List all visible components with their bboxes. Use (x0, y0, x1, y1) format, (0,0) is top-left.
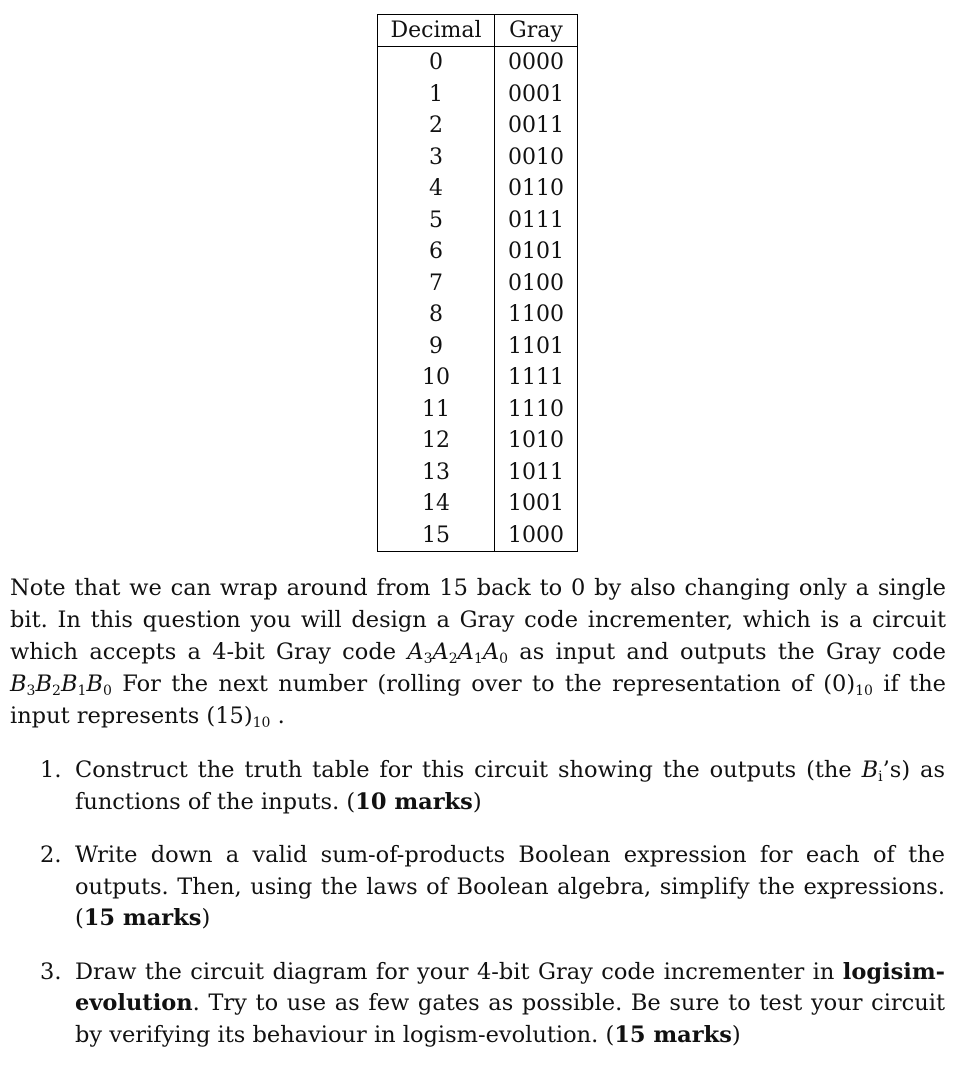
decimal-cell: 9 (378, 331, 495, 363)
intro-text-3: For the next number (rolling over to the representation of (0) (111, 671, 856, 697)
decimal-cell: 0 (378, 47, 495, 79)
gray-cell: 0100 (508, 270, 564, 296)
decimal-cell: 5 (378, 205, 495, 237)
gray-cell: 0001 (508, 81, 564, 107)
decimal-cell: 1 (378, 79, 495, 111)
decimal-cell: 10 (378, 362, 495, 394)
table-row (378, 425, 578, 457)
decimal-header: Decimal (378, 15, 495, 47)
decimal-cell: 7 (378, 268, 495, 300)
table-row (378, 394, 578, 426)
gray-cell: 0011 (508, 113, 564, 138)
question-3-number: 3. (40, 958, 62, 985)
decimal-cell: 6 (378, 236, 495, 268)
zero-subscript: 10 (855, 683, 873, 699)
gray-cell: 1000 (508, 522, 564, 548)
decimal-cell: 2 (378, 110, 495, 142)
decimal-cell: 14 (378, 488, 495, 520)
table-row (378, 236, 578, 268)
decimal-cell: 11 (378, 394, 495, 426)
gray-cell: 1111 (508, 365, 564, 390)
decimal-cell: 3 (378, 142, 495, 174)
table-row (378, 520, 578, 552)
table-row (378, 79, 578, 111)
gray-cell: 0010 (508, 144, 564, 170)
output-variable: $B_3B_2B_1B_0$ (10, 671, 112, 699)
question-1-marks: 10 marks (355, 788, 473, 815)
question-3-marks: 15 marks (614, 1021, 732, 1048)
table-row (378, 47, 578, 79)
table-header-row (378, 15, 578, 47)
decimal-cell: 4 (378, 173, 495, 205)
table-row (378, 488, 578, 520)
gray-cell: 1010 (508, 428, 564, 453)
gray-cell: 1100 (508, 302, 564, 327)
gray-cell: 1011 (508, 459, 564, 485)
gray-cell: 1101 (508, 333, 564, 359)
table-body (378, 47, 578, 552)
gray-header: Gray (495, 15, 578, 47)
gray-cell: 0111 (508, 207, 564, 233)
question-2-number: 2. (40, 842, 62, 868)
table-row (378, 299, 578, 331)
table-row (378, 173, 578, 205)
question-2: 2. Write down a valid sum-of-products Boolean expression for each of the outputs. Then, using the laws of Boolean algebra, simplify the expressions. (15 marks) (40, 842, 945, 931)
input-variable: $A_3A_2A_1A_0$ (407, 639, 509, 667)
intro-text-2: as input and outputs the Gray code (508, 639, 946, 665)
intro-text-1: Note that we can wrap around from 15 back to 0 by also changing only a single bit. In this question you will design a Gray code incrementer, which is a circuit which accepts a 4-bit Gray code (10, 575, 946, 665)
fifteen-subscript: 10 (252, 715, 271, 731)
gray-cell: 1110 (508, 396, 564, 422)
decimal-cell: 15 (378, 520, 495, 552)
table-row (378, 331, 578, 363)
gray-cell: 1001 (508, 491, 564, 516)
table-row (378, 205, 578, 237)
question-3: 3. Draw the circuit diagram for your 4-bit Gray code incrementer in logisim-evolution. Try to use as few gates as possible. Be sure to test your circuit by verifying its behaviour in logism-evolution. (15 marks) (40, 958, 945, 1048)
gray-code-table (377, 14, 578, 552)
decimal-cell: 8 (378, 299, 495, 331)
question-1-number: 1. (40, 757, 62, 783)
question-list (40, 755, 945, 1073)
table-row (378, 457, 578, 489)
table-row (378, 142, 578, 174)
table-row (378, 362, 578, 394)
table-row (378, 110, 578, 142)
gray-cell: 0000 (508, 50, 564, 75)
intro-paragraph (10, 572, 946, 732)
logisim-tool-name: logisim-evolution (75, 958, 945, 1016)
gray-cell: 0101 (508, 239, 564, 264)
intro-text-5: . (270, 703, 285, 729)
decimal-cell: 13 (378, 457, 495, 489)
question-2-marks: 15 marks (83, 905, 202, 931)
intro-text-4: if the input represents (15) (10, 671, 946, 729)
question-1: 1. Construct the truth table for this circuit showing the outputs (the $B_i’s$) as functions of the inputs. (10 marks) (40, 757, 945, 815)
table-row (378, 268, 578, 300)
b-i-variable: $B_i$ (861, 757, 883, 785)
gray-cell: 0110 (508, 176, 564, 201)
decimal-cell: 12 (378, 425, 495, 457)
